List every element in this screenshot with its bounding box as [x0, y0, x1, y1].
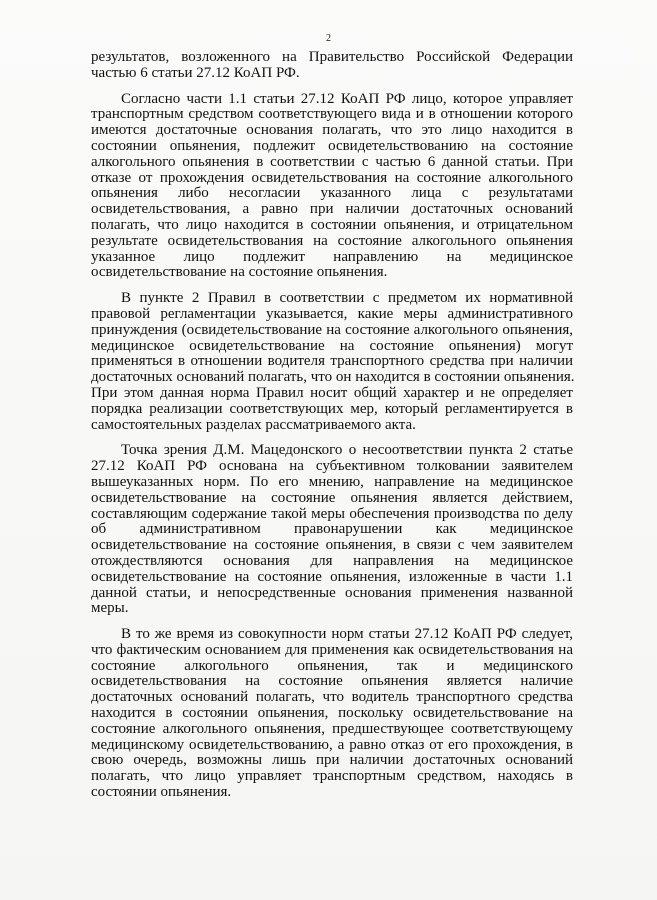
text-line: результатов, возложенного на Правительство Российской Федерации: [91, 49, 573, 65]
text-line: опьянения либо несогласии указанного лица с результатами: [91, 185, 573, 202]
text-line: освидетельствование на состояние опьянения.: [91, 264, 388, 281]
text-line: освидетельствования, а равно при наличии достаточных оснований: [91, 201, 573, 218]
text-line: указанное лицо подлежит направлению на медицинское: [91, 248, 573, 265]
paragraph-2: [91, 92, 573, 282]
text-line: меры.: [91, 600, 129, 617]
text-line: алкогольного опьянения в соответствии с частью 6 данной статьи. При: [91, 153, 573, 170]
text-line: состояние алкогольного опьянения, предшествующее соответствующему: [91, 720, 573, 737]
text-line: состоянии опьянения, подлежит освидетельствованию на состояние: [91, 137, 573, 154]
text-line: медицинское освидетельствование на состояние опьянения) могут: [91, 337, 573, 354]
text-line: состояние алкогольного опьянения, так и медицинского: [91, 657, 573, 674]
text-line: освидетельствование на состояние опьянения, изложенные в части 1.1: [91, 568, 573, 585]
text-line: освидетельствование на состояние опьянения является действием,: [91, 489, 573, 506]
text-line: состоянии опьянения.: [91, 784, 232, 801]
text-line: самостоятельных разделах рассматриваемого акта.: [91, 416, 416, 433]
paragraph-4: [91, 443, 573, 617]
paragraph-5: [91, 627, 573, 801]
text-line: освидетельствование на состояние опьянения, в связи с чем заявителем: [91, 537, 573, 554]
text-line: данной статьи, и непосредственные основания применения названной: [91, 584, 573, 601]
paragraph-3: [91, 291, 573, 433]
text-line: об административном правонарушении как медицинское: [91, 521, 573, 538]
text-line: достаточных оснований полагать, что он находится в состоянии опьянения.: [91, 369, 575, 386]
text-line: медицинскому освидетельствованию, а равно отказ от его прохождения, в: [91, 736, 573, 753]
text-line: При этом данная норма Правил носит общий характер и не определяет: [91, 384, 573, 401]
text-line: результате освидетельствования на состояние алкогольного опьянения: [91, 232, 573, 249]
document-body: [91, 50, 573, 801]
text-line: составляющим содержание такой меры обеспечения производства по делу: [91, 505, 573, 522]
text-line: правовой регламентации указывается, какие меры административного: [91, 305, 573, 322]
text-line: В то же время из совокупности норм статьи 27.12 КоАП РФ следует,: [121, 626, 573, 643]
text-line: применяться в отношении водителя транспортного средства при наличии: [91, 353, 573, 370]
text-line: отказе от прохождения освидетельствования на состояние алкогольного: [91, 169, 573, 186]
text-line: отождествляются основания для направления на медицинское: [91, 552, 573, 569]
page-number: 2: [326, 33, 331, 44]
paragraph-1: [91, 50, 573, 82]
text-line: полагать, что лицо управляет транспортным средством, находясь в: [91, 768, 573, 785]
text-line: Согласно части 1.1 статьи 27.12 КоАП РФ лицо, которое управляет: [121, 90, 573, 107]
text-line: свою очередь, возможны лишь при наличии достаточных оснований: [91, 752, 573, 769]
text-line: имеются достаточные основания полагать, что это лицо находится в: [91, 122, 573, 139]
text-line: 27.12 КоАП РФ основана на субъективном толковании заявителем: [91, 458, 573, 475]
text-line: транспортным средством соответствующего вида и в отношении которого: [91, 106, 573, 123]
text-line: освидетельствования на состояние опьянения является наличие: [91, 673, 573, 690]
text-line: полагать, что лицо находится в состоянии опьянения, и отрицательном: [91, 216, 573, 233]
text-line: вышеуказанных норм. По его мнению, направление на медицинское: [91, 473, 573, 490]
text-line: находится в состоянии опьянения, поскольку освидетельствование на: [91, 705, 573, 722]
text-line: Точка зрения Д.М. Мацедонского о несоответствии пункта 2 статье: [121, 442, 573, 459]
text-line: В пункте 2 Правил в соответствии с предметом их нормативной: [121, 290, 573, 307]
text-line: достаточных оснований полагать, что водитель транспортного средства: [91, 689, 573, 706]
text-line: принуждения (освидетельствование на состояние алкогольного опьянения,: [91, 321, 573, 338]
text-line: частью 6 статьи 27.12 КоАП РФ.: [91, 64, 300, 81]
text-line: порядка реализации соответствующих мер, который регламентируется в: [91, 400, 573, 417]
text-line: что фактическим основанием для применения как освидетельствования на: [91, 641, 573, 658]
